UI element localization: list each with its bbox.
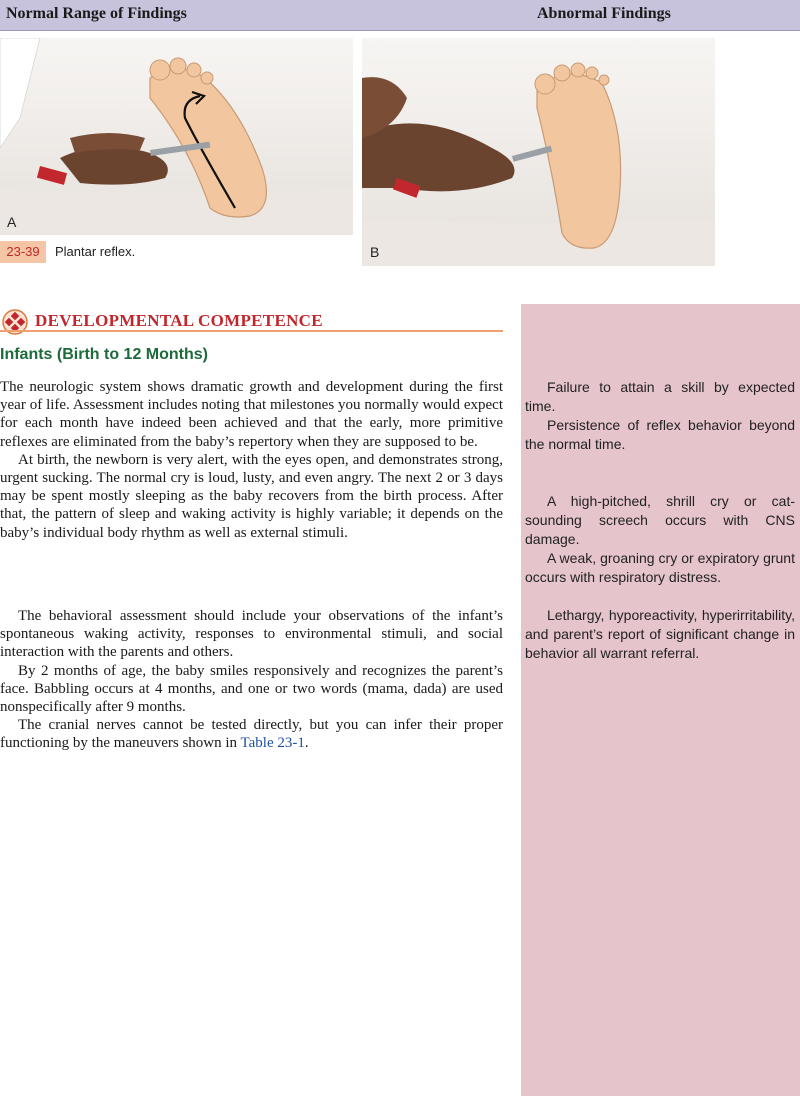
section-divider [0,330,503,332]
panel-label-a: A [7,214,17,230]
abnormal-weak-cry: A weak, groaning cry or expiratory grunt occurs with respiratory distress. [525,550,795,585]
paragraph-two-months: By 2 months of age, the baby smiles responsively and recognizes the parent’s face. Babbling occurs at 4 months, and one or two words (mama, dada) are used nonspecifically after 9 months. [0,662,503,716]
photo-plantar-reflex-a [0,38,353,235]
abnormal-group-3 [525,606,795,663]
header-normal-findings: Normal Range of Findings [6,5,187,22]
abnormal-failure-skill: Failure to attain a skill by expected time. [525,379,795,414]
abnormal-lethargy: Lethargy, hyporeactivity, hyperirritability, and parent’s report of significant change in behavior all warrant referral. [525,607,795,661]
paragraph-cranial-nerves [0,716,503,752]
paragraph-newborn: At birth, the newborn is very alert, with the eyes open, and demonstrates strong, urgent sucking. The normal cry is loud, lusty, and even angry. The next 2 or 3 days may be spent mostly sleeping as the baby recovers from the birth process. After that, the pattern of sleep and waking activity is highly variable; it depends on the baby’s individual body rhythm as well as external stimuli. [0,451,503,541]
abnormal-group-2 [525,492,795,587]
foot-illustration-a [0,38,353,235]
abnormal-group-1 [525,378,795,454]
photo-plantar-reflex-b [362,38,715,266]
figure-number: 23-39 [0,241,46,263]
page-header [0,0,800,31]
section-title: DEVELOPMENTAL COMPETENCE [35,311,323,330]
abnormal-shrill-cry: A high-pitched, shrill cry or cat-sounding screech occurs with CNS damage. [525,493,795,547]
cranial-nerves-text: The cranial nerves cannot be tested directly, but you can infer their proper functioning by the maneuvers shown in [0,717,503,752]
body-block-2 [0,607,503,753]
cranial-nerves-end: . [304,735,309,752]
paragraph-milestones: The neurologic system shows dramatic growth and development during the first year of life. Assessment includes noting that milestones you normally would expect for each month have indeed been achieved and that the early, more primitive reflexes are eliminated from the baby’s repertory when they are supposed to be. [0,379,503,450]
table-link[interactable]: Table 23-1 [240,735,305,752]
foot-illustration-b [362,38,715,266]
panel-label-b: B [370,244,380,260]
body-block-1 [0,378,503,542]
figure-caption: Plantar reflex. [55,244,136,259]
abnormal-persistence-reflex: Persistence of reflex behavior beyond the normal time. [525,417,795,452]
header-abnormal-findings: Abnormal Findings [537,5,671,22]
subheading-infants: Infants (Birth to 12 Months) [0,346,208,363]
paragraph-behavioral: The behavioral assessment should include your observations of the infant’s spontaneous waking activity, responses to environmental stimuli, and social interaction with the parents and others. [0,608,503,661]
